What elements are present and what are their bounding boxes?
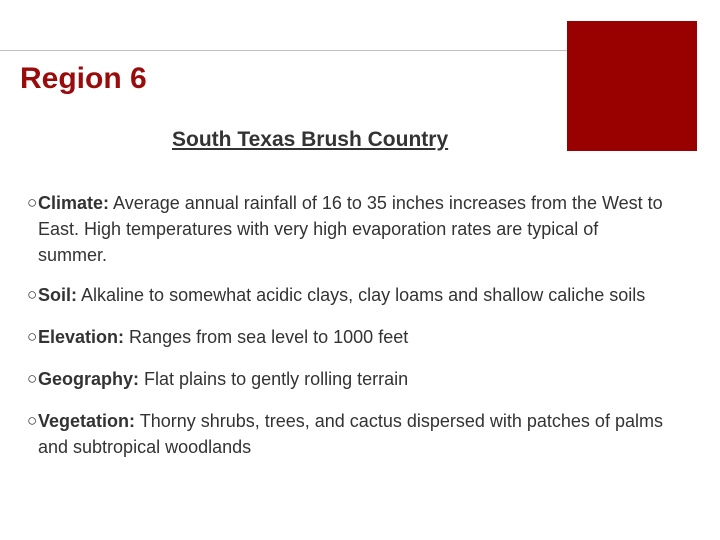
bullet-label: Soil: bbox=[38, 285, 77, 305]
bullet-label: Geography: bbox=[38, 369, 140, 389]
bullet-text: Thorny shrubs, trees, and cactus dispersed with patches of palms and subtropical woodlands bbox=[38, 411, 663, 457]
hollow-circle-icon: ○ bbox=[27, 411, 38, 430]
hollow-circle-icon: ○ bbox=[27, 369, 38, 388]
title-divider bbox=[0, 50, 567, 51]
hollow-circle-icon: ○ bbox=[27, 285, 38, 304]
hollow-circle-icon: ○ bbox=[27, 193, 38, 212]
bullet-label: Elevation: bbox=[38, 327, 125, 347]
bullet-text: Alkaline to somewhat acidic clays, clay loams and shallow caliche soils bbox=[81, 285, 646, 305]
slide-title: Region 6 bbox=[20, 62, 147, 95]
bullet-soil bbox=[27, 282, 670, 308]
bullet-text: Ranges from sea level to 1000 feet bbox=[129, 327, 409, 347]
bullet-label: Vegetation: bbox=[38, 411, 136, 431]
bullet-geography bbox=[27, 366, 670, 392]
bullet-climate bbox=[27, 190, 670, 268]
accent-block bbox=[567, 21, 697, 151]
bullet-text: Average annual rainfall of 16 to 35 inches increases from the West to East. High temperatures with very high evaporation rates are typical of summer. bbox=[38, 193, 663, 265]
bullet-label: Climate: bbox=[38, 193, 110, 213]
slide-subtitle: South Texas Brush Country bbox=[172, 128, 449, 151]
bullet-vegetation bbox=[27, 408, 670, 460]
bullet-list bbox=[27, 190, 670, 460]
hollow-circle-icon: ○ bbox=[27, 327, 38, 346]
bullet-elevation bbox=[27, 324, 670, 350]
bullet-text: Flat plains to gently rolling terrain bbox=[144, 369, 409, 389]
